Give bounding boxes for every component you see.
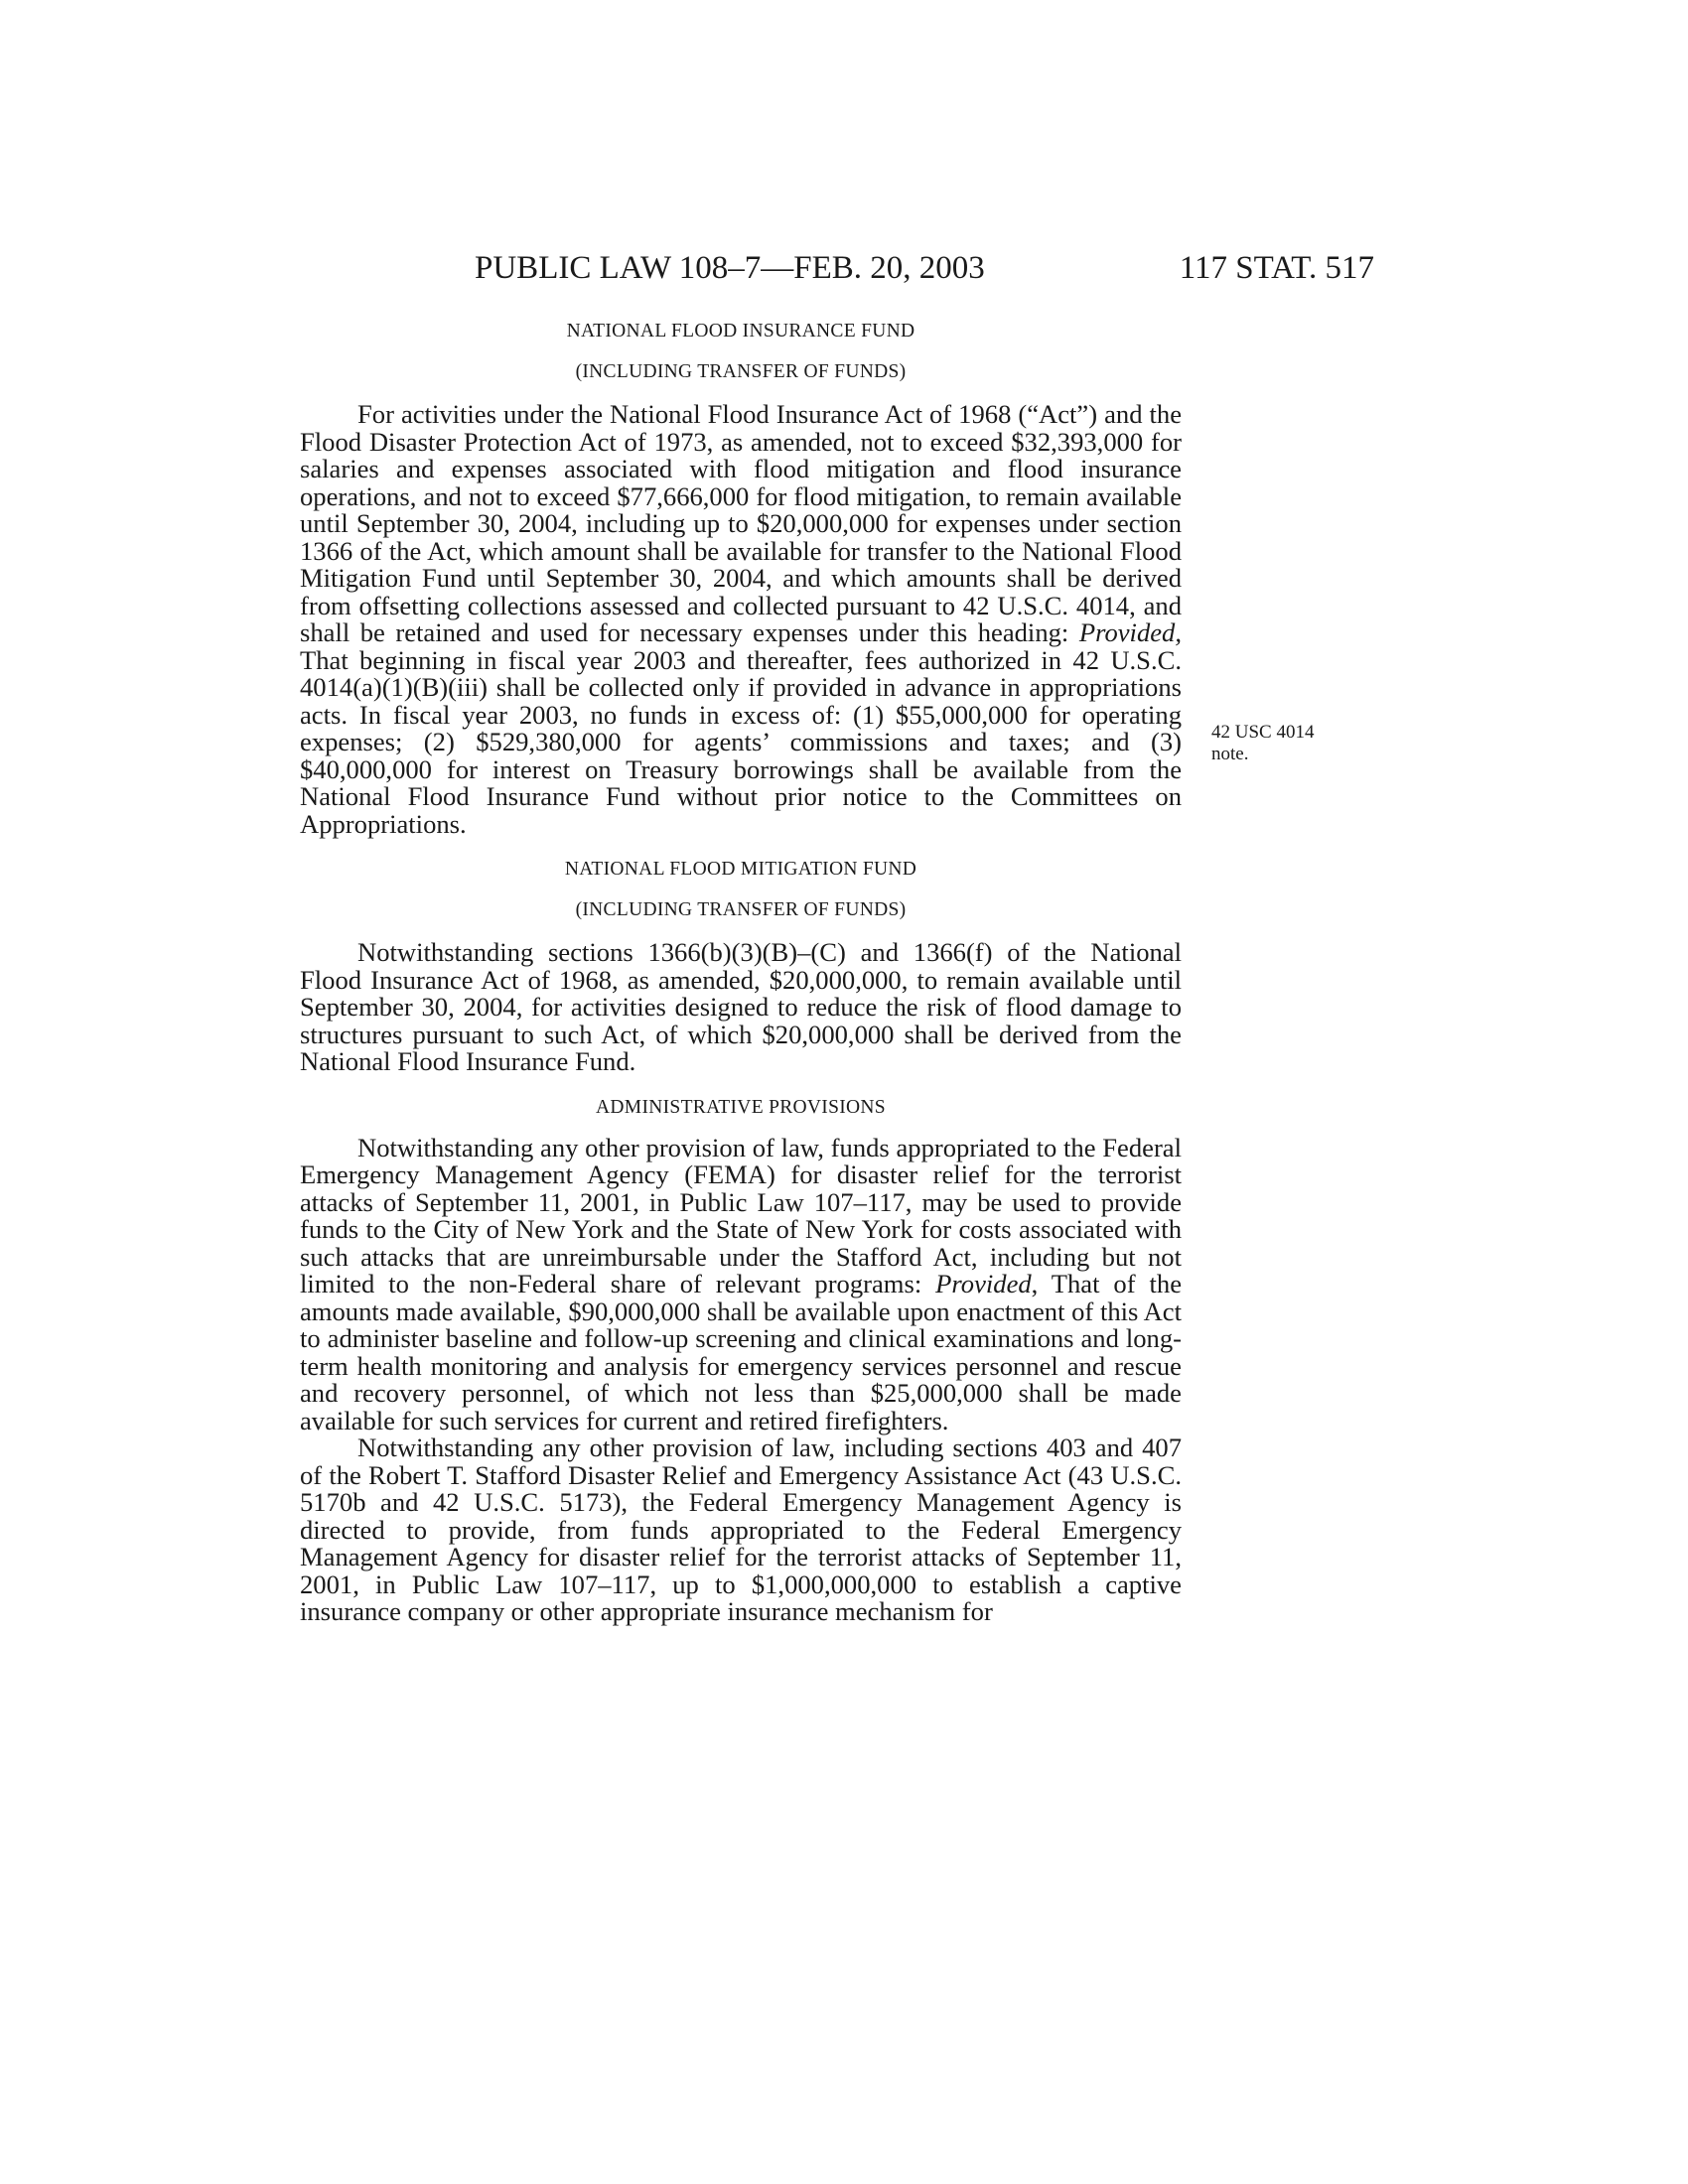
section-heading-administrative-provisions: ADMINISTRATIVE PROVISIONS [596, 1096, 886, 1118]
law-title: PUBLIC LAW 108–7—FEB. 20, 2003 [475, 250, 985, 286]
provided-italic: Provided, [1078, 617, 1182, 647]
paragraph-admin-1 [300, 1132, 1183, 1435]
margin-note-suffix: note. [1211, 744, 1249, 764]
section-subheading-transfer: (INCLUDING TRANSFER OF FUNDS) [575, 361, 907, 382]
provided-italic: Provided [935, 1269, 1032, 1298]
paragraph-flood-mitigation-fund: Notwithstanding sections 1366(b)(3)(B)–(C) and 1366(f) of the National Flood Insurance Act of 1968, as amended, $20,000,000, to remain available until September 30, 2004, for activities designed to reduce the risk of flood damage to structures pursuant to such Act, of which $20,000,000 shall be derived from the National Flood Insurance Fund. [300, 937, 1182, 1076]
section-subheading-transfer: (INCLUDING TRANSFER OF FUNDS) [575, 899, 907, 920]
section-heading-flood-mitigation-fund: NATIONAL FLOOD MITIGATION FUND [564, 859, 917, 880]
running-head [300, 250, 1374, 290]
paragraph-text: That beginning in fiscal year 2003 and thereafter, fees authorized in 42 U.S.C. 4014(a)(1)(B)(iii) shall be collected only if provided in advance in appropriations acts. In fiscal year 2003, no funds in excess of: (1) $55,000,000 for operating expenses; (2) $529,380,000 for agents’ commissions and taxes; and (3) $40,000,000 for interest on Treasury borrowings shall be available from the National Flood Insurance Fund without prior notice to the Committees on Appropriations. [300, 644, 1182, 839]
paragraph-text: Notwithstanding any other provision of law, funds appropriated to the Federal Emergency Management Agency (FEMA) for disaster relief for the terrorist attacks of September 11, 2001, in Public Law 107–117, may be used to provide funds to the City of New York and the State of New York for costs associated with such attacks that are unreimbursable under the Stafford Act, including but not limited to the non-Federal share of relevant programs: [300, 1132, 1182, 1298]
section-heading-flood-insurance-fund: NATIONAL FLOOD INSURANCE FUND [566, 321, 915, 341]
statute-citation: 117 STAT. 517 [1179, 250, 1374, 286]
paragraph-text: For activities under the National Flood Insurance Act of 1968 (“Act”) and the Flood Disaster Protection Act of 1973, as amended, not to exceed $32,393,000 for salaries and expenses associated with flood mitigation and flood insurance operations, and not to exceed $77,666,000 for flood mitigation, to remain available until September 30, 2004, including up to $20,000,000 for expenses under section 1366 of the Act, which amount shall be available for transfer to the National Flood Mitigation Fund until September 30, 2004, and which amounts shall be derived from offsetting collections assessed and collected pursuant to 42 U.S.C. 4014, and shall be retained and used for necessary expenses under this heading: [300, 399, 1182, 647]
paragraph-flood-insurance-fund [300, 401, 1182, 838]
paragraph-admin-2: Notwithstanding any other provision of law, including sections 403 and 407 of the Robert T. Stafford Disaster Relief and Emergency Assistance Act (43 U.S.C. 5170b and 42 U.S.C. 5173), the Federal Emergency Management Agency is directed to provide, from funds appropriated to the Federal Emergency Management Agency for disaster relief for the terrorist attacks of September 11, 2001, in Public Law 107–117, up to $1,000,000,000 to establish a captive insurance company or other appropriate insurance mechanism for [300, 1433, 1182, 1626]
document-body [300, 320, 1182, 1626]
paragraph-text: , That of the amounts made available, $90,000,000 shall be available upon enactment of this Act to administer baseline and follow-up screening and clinical examinations and long-term health monitoring and analysis for emergency services personnel and rescue and recovery personnel, of which not less than $25,000,000 shall be made available for such services for current and retired firefighters. [300, 1269, 1183, 1435]
margin-note [1211, 722, 1370, 765]
margin-note-citation: 42 USC 4014 [1211, 722, 1315, 743]
